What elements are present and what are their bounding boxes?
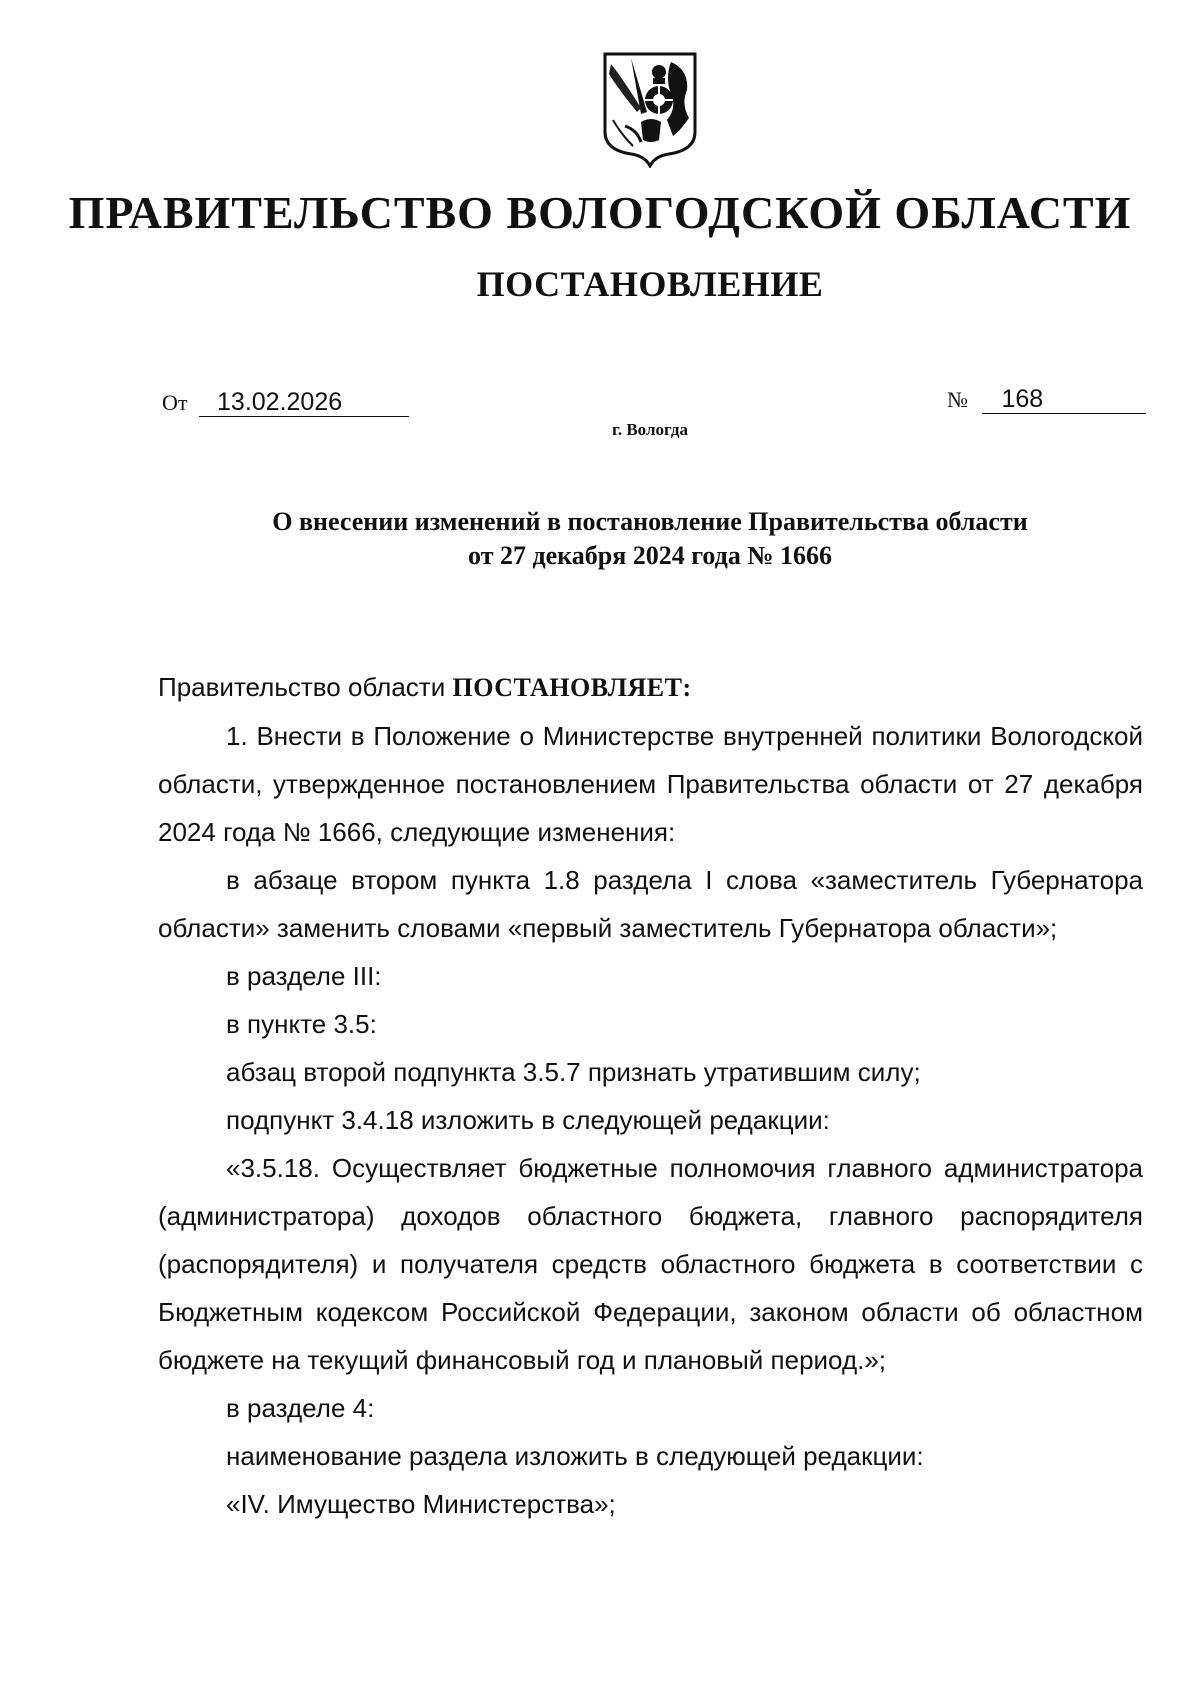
paragraph: наименование раздела изложить в следующей редакции:: [226, 1441, 924, 1471]
number-label: №: [947, 387, 968, 412]
date-line: [162, 388, 409, 417]
paragraph: абзац второй подпункта 3.5.7 признать утратившим силу;: [226, 1057, 921, 1087]
number-line: [947, 385, 1146, 414]
subject-line-1: О внесении изменений в постановление Правительства области: [272, 507, 1028, 536]
paragraph: в разделе 4:: [226, 1393, 375, 1423]
coat-of-arms-emblem: [601, 50, 699, 168]
preamble: [158, 663, 1143, 712]
paragraph: «IV. Имущество Министерства»;: [226, 1489, 616, 1519]
document-type: ПОСТАНОВЛЕНИЕ: [476, 264, 824, 304]
organization-title: ПРАВИТЕЛЬСТВО ВОЛОГОДСКОЙ ОБЛАСТИ: [68, 187, 1132, 238]
paragraph: в абзаце втором пункта 1.8 раздела I слова «заместитель Губернатора области» заменить словами «первый заместитель Губернатора области»;: [158, 865, 1143, 943]
paragraph: в пункте 3.5:: [226, 1009, 377, 1039]
paragraph: 1. Внести в Положение о Министерстве внутренней политики Вологодской области, утвержденное постановлением Правительства области от 27 декабря 2024 года № 1666, следующие изменения:: [158, 721, 1143, 847]
paragraph: «3.5.18. Осуществляет бюджетные полномочия главного администратора (администратора) доходов областного бюджета, главного распорядителя (распорядителя) и получателя средств областного бюджета в соответствии с Бюджетным кодексом Российской Федерации, законом области об областном бюджете на текущий финансовый год и плановый период.»;: [158, 1153, 1143, 1375]
subject-line-2: от 27 декабря 2024 года № 1666: [468, 541, 832, 570]
preamble-decree-word: ПОСТАНОВЛЯЕТ:: [452, 673, 692, 702]
date-label: От: [162, 390, 188, 415]
date-value: 13.02.2026: [199, 388, 409, 417]
city: г. Вологда: [612, 420, 688, 439]
preamble-text: Правительство области: [158, 672, 453, 702]
number-value: 168: [982, 385, 1146, 414]
paragraph: в разделе III:: [226, 961, 382, 991]
document-subject: [0, 505, 1200, 573]
document-body: [158, 663, 1143, 1528]
paragraph: подпункт 3.4.18 изложить в следующей редакции:: [226, 1105, 830, 1135]
